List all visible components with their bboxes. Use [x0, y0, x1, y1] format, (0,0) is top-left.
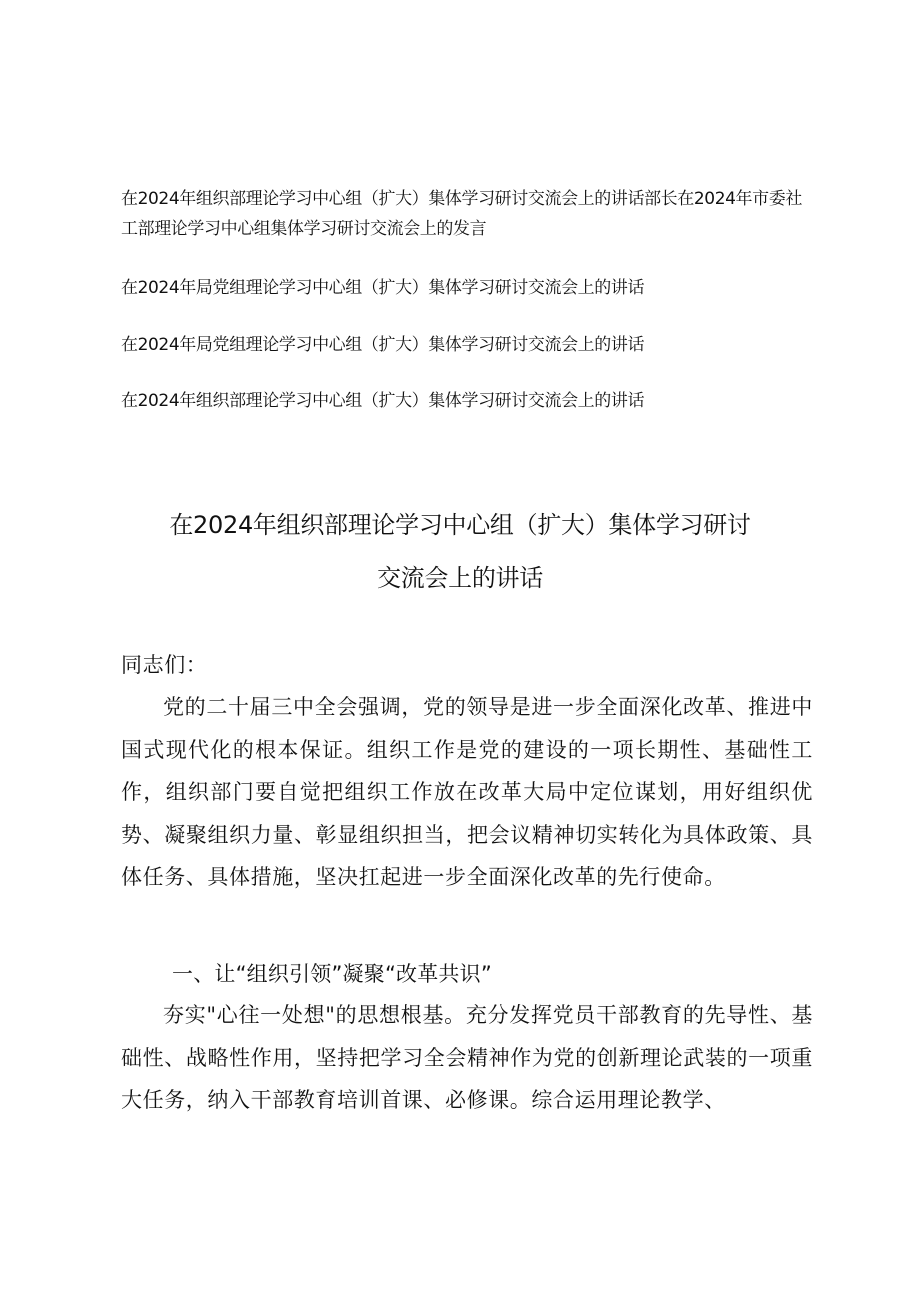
paragraph-2: 夯实"心往一处想"的思想根基。充分发挥党员干部教育的先导性、基础性、战略性作用，坚持把学习全会精神作为党的创新理论武装的一项重大任务，纳入干部教育培训首课、必修课。综合运用理论教学、 — [121, 1003, 813, 1112]
toc-item-2[interactable]: 在2024年局党组理论学习中心组（扩大）集体学习研讨交流会上的讲话 — [121, 278, 645, 298]
document-title-line-1: 在2024年组织部理论学习中心组（扩大）集体学习研讨 — [169, 511, 751, 539]
toc-item-4[interactable]: 在2024年组织部理论学习中心组（扩大）集体学习研讨交流会上的讲话 — [121, 391, 645, 411]
paragraph-1: 党的二十届三中全会强调，党的领导是进一步全面深化改革、推进中国式现代化的根本保证。组织工作是党的建设的一项长期性、基础性工作，组织部门要自觉把组织工作放在改革大局中定位谋划，用好组织优势、凝聚组织力量、彰显组织担当，把会议精神切实转化为具体政策、具体任务、具体措施，坚决扛起进一步全面深化改革的先行使命。 — [121, 695, 813, 889]
section-1-heading: 一、让“组织引领”凝聚“改革共识” — [172, 962, 492, 986]
document-title-line-2: 交流会上的讲话 — [377, 564, 543, 592]
toc-item-1[interactable]: 在2024年组织部理论学习中心组（扩大）集体学习研讨交流会上的讲话部长在2024年市委社工部理论学习中心组集体学习研讨交流会上的发言 — [121, 189, 802, 239]
salutation: 同志们： — [121, 653, 208, 677]
toc-item-3[interactable]: 在2024年局党组理论学习中心组（扩大）集体学习研讨交流会上的讲话 — [121, 335, 645, 355]
